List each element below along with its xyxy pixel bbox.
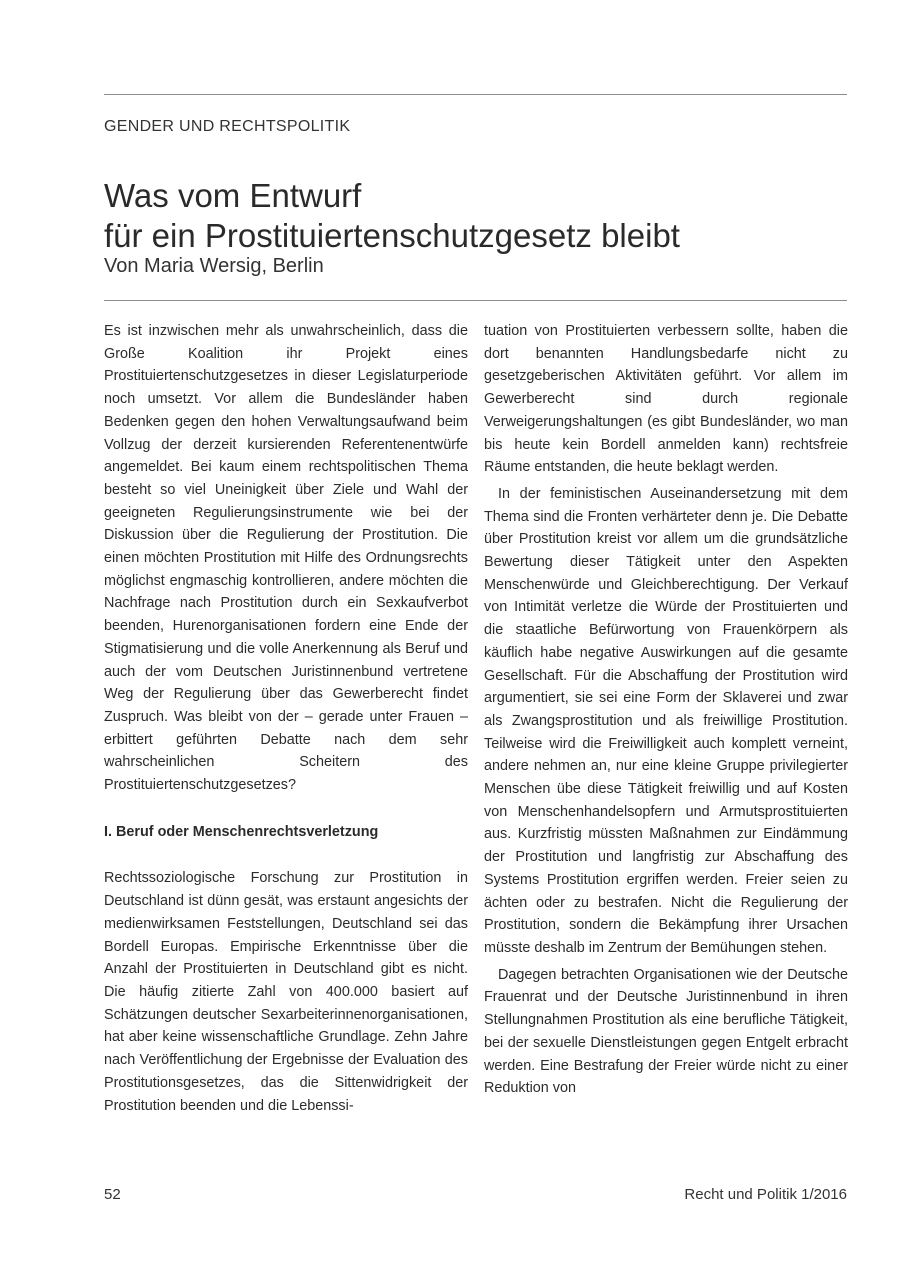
left-column xyxy=(104,320,468,1117)
right-column xyxy=(484,320,848,1100)
page-number: 52 xyxy=(104,1186,121,1203)
article-title xyxy=(104,176,844,256)
section-kicker: GENDER UND RECHTSPOLITIK xyxy=(104,118,351,135)
top-rule xyxy=(104,94,847,95)
section-paragraph: Rechtssoziologische Forschung zur Prostitution in Deutschland ist dünn gesät, was erstaunt angesichts der medienwirksamen Feststellungen, Deutschland sei das Bordell Europas. Empirische Erkenntnisse über die Anzahl der Prostituierten in Deutschland gibt es nicht. Die häufig zitierte Zahl von 400.000 basiert auf Schätzungen deutscher Sexarbeiterinnenorganisationen, hat aber keine wissenschaftliche Grundlage. Zehn Jahre nach Veröffentlichung der Ergebnisse der Evaluation des Prostitutionsgesetzes, das die Sittenwidrigkeit der Prostitution beenden und die Lebenssi- xyxy=(104,870,468,1114)
header-rule xyxy=(104,300,847,301)
body-paragraph-1: tuation von Prostituierten verbessern sollte, haben die dort benannten Handlungsbedarfe nicht zu gesetzgeberischen Aktivitäten geführt. Vor allem im Gewerberecht sind durch regionale Verweigerungshaltungen (es gibt Bundesländer, wo man bis heute kein Bordell anmelden kann) rechtsfreie Räume entstanden, die heute beklagt werden. xyxy=(484,323,848,476)
intro-paragraph: Es ist inzwischen mehr als unwahrscheinlich, dass die Große Koalition ihr Projekt eines Prostituiertenschutzgesetzes in dieser Legislaturperiode noch umsetzt. Vor allem die Bundesländer haben Bedenken gegen den hohen Verwaltungsaufwand beim Vollzug der derzeit kursierenden Referentenentwürfe angemeldet. Bei kaum einem rechtspolitischen Thema besteht so viel Uneinigkeit über Ziele und Wahl der geeigneten Regulierungsinstrumente wie bei der Diskussion über die Regulierung der Prostitution. Die einen möchten Prostitution mit Hilfe des Ordnungsrechts möglichst engmaschig kontrollieren, andere möchten die Nachfrage nach Prostitution durch ein Sexkaufverbot beenden, Hurenorganisationen fordern eine Ende der Stigmatisierung und die volle Anerkennung als Beruf und auch der vom Deutschen Juristinnenbund vertretene Weg der Regulierung über das Gewerberecht findet Zuspruch. Was bleibt von der – gerade unter Frauen – erbittert geführten Debatte nach dem sehr wahrscheinlichen Scheitern des Prostituiertenschutzgesetzes? xyxy=(104,323,468,794)
journal-citation: Recht und Politik 1/2016 xyxy=(684,1186,847,1203)
title-line-2: für ein Prostituiertenschutzgesetz bleibt xyxy=(104,217,680,255)
body-paragraph-2: In der feministischen Auseinandersetzung mit dem Thema sind die Fronten verhärteter denn je. Die Debatte über Prostitution kreist vor allem um die grundsätzliche Bewertung dieser Tätigkeit unter den Aspekten Menschenwürde und Gleichberechtigung. Der Verkauf von Intimität verletze die Würde der Prostituierten und die staatliche Befürwortung von Frauenkörpern als käuflich habe negative Auswirkungen auf die gesamte Gesellschaft. Für die Abschaffung der Prostitution wird argumentiert, sie sei eine Form der Sklaverei und zwar als Zwangsprostitution und als freiwillige Prostitution. Teilweise wird die Freiwilligkeit auch komplett verneint, andere nehmen an, nur eine kleine Gruppe privilegierter Menschen übe diese Tätigkeit freiwillig und auf Kosten von Menschenhandelsopfern und Armutsprostituierten aus. Kurzfristig müssten Maßnahmen zur Eindämmung der Prostitution und langfristig zur Abschaffung des Systems Prostitution ergriffen werden. Freier seien zu ächten oder zu bestrafen. Nicht die Regulierung der Prostitution, sondern die Bekämpfung ihrer Ursachen müsste deshalb im Zentrum der Bemühungen stehen. xyxy=(484,485,848,956)
section-heading: I. Beruf oder Menschenrechtsverletzung xyxy=(104,823,379,840)
body-paragraph-3: Dagegen betrachten Organisationen wie der Deutsche Frauenrat und der Deutsche Juristinnenbund in ihren Stellungnahmen Prostitution als eine berufliche Tätigkeit, bei der sexuelle Dienstleistungen gegen Entgelt erbracht werden. Eine Bestrafung der Freier würde nicht zu einer Reduktion von xyxy=(484,966,848,1097)
byline: Von Maria Wersig, Berlin xyxy=(104,255,324,277)
title-line-1: Was vom Entwurf xyxy=(104,177,362,215)
